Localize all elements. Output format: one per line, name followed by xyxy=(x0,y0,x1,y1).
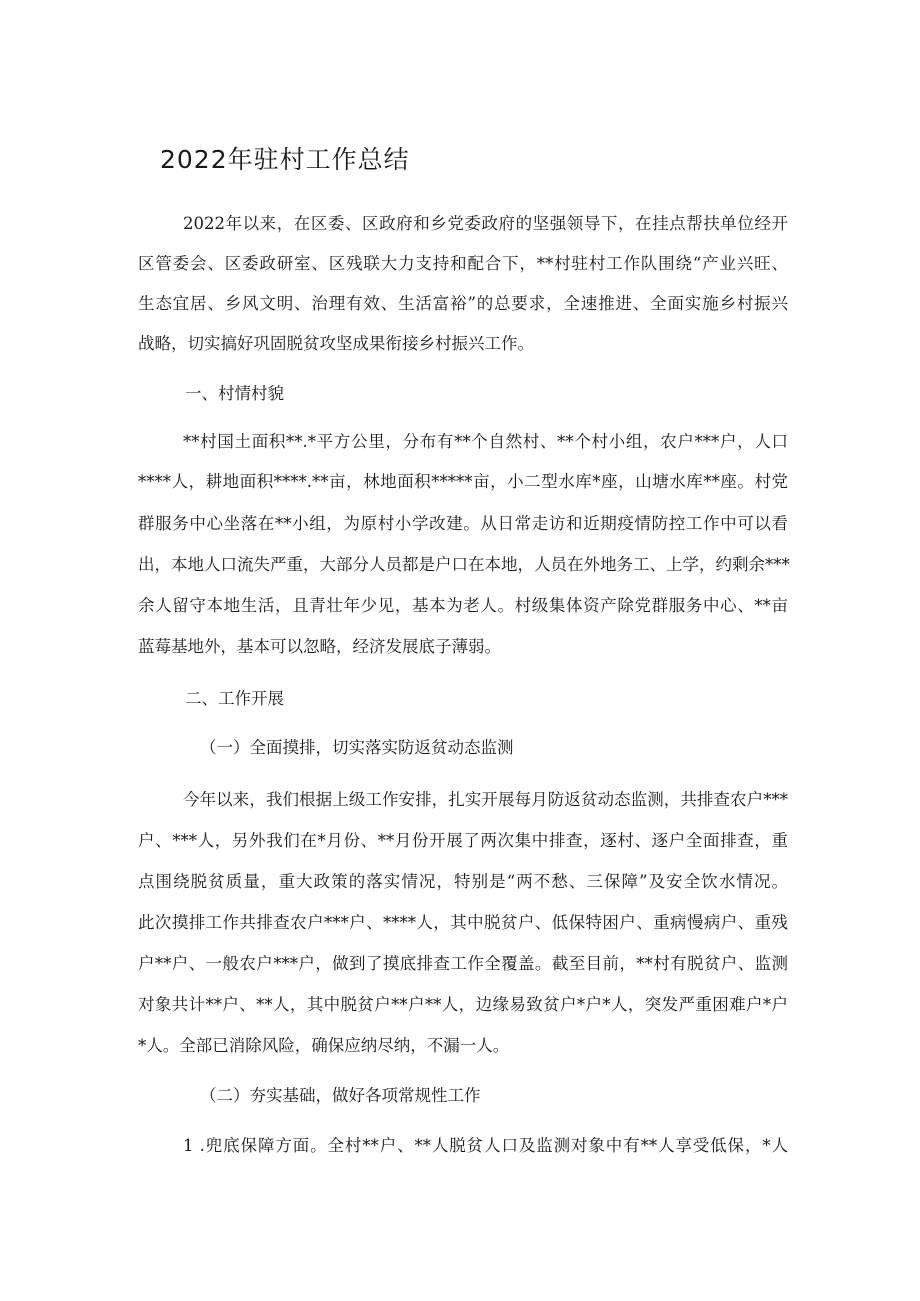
intro-line: 生态宜居、乡风文明、治理有效、生活富裕”的总要求，全速推进、全面实施乡村振兴 xyxy=(138,294,788,313)
paragraph-line: *人。全部已消除风险，确保应纳尽纳，不漏一人。 xyxy=(138,1036,510,1055)
subsection-heading: （二）夯实基础，做好各项常规性工作 xyxy=(200,1086,481,1105)
paragraph-line: 点围绕脱贫质量，重大政策的落实情况，特别是“两不愁、三保障”及安全饮水情况。 xyxy=(138,872,788,891)
section-heading: 二、工作开展 xyxy=(185,689,284,708)
paragraph-line: 群服务中心坐落在**小组，为原村小学改建。从日常走访和近期疫情防控工作中可以看 xyxy=(138,514,788,533)
intro-line: 区管委会、区委政研室、区残联大力支持和配合下，**村驻村工作队围绕“产业兴旺、 xyxy=(138,254,788,273)
intro-line: 战略，切实搞好巩固脱贫攻坚成果衔接乡村振兴工作。 xyxy=(138,334,534,353)
intro-line: 2022年以来，在区委、区政府和乡党委政府的坚强领导下，在挂点帮扶单位经开 xyxy=(183,214,788,233)
paragraph-line: 今年以来，我们根据上级工作安排，扎实开展每月防返贫动态监测，共排查农户*** xyxy=(183,790,788,809)
paragraph-line: 对象共计**户、**人，其中脱贫户**户**人，边缘易致贫户*户*人，突发严重困难户*户 xyxy=(138,995,788,1014)
paragraph-line: 出，本地人口流失严重，大部分人员都是户口在本地，人员在外地务工、上学，约剩余*** xyxy=(138,555,790,574)
paragraph-line: 蓝莓基地外，基本可以忽略，经济发展底子薄弱。 xyxy=(138,637,501,656)
paragraph-line: **村国土面积**.*平方公里，分布有**个自然村、**个村小组，农户***户，人口 xyxy=(183,432,788,451)
paragraph-line: 1 .兜底保障方面。全村**户、**人脱贫人口及监测对象中有**人享受低保，*人 xyxy=(183,1136,788,1155)
section-heading: 一、村情村貌 xyxy=(185,384,284,403)
document-title: 2022年驻村工作总结 xyxy=(160,145,410,174)
paragraph-line: 户、***人，另外我们在*月份、**月份开展了两次集中排查，逐村、逐户全面排查，重 xyxy=(138,831,788,850)
subsection-heading: （一）全面摸排，切实落实防返贫动态监测 xyxy=(200,738,514,757)
paragraph-line: 余人留守本地生活，且青壮年少见，基本为老人。村级集体资产除党群服务中心、**亩 xyxy=(138,596,788,615)
paragraph-line: ****人，耕地面积****.**亩，林地面积*****亩，小二型水库*座，山塘水库**座。村党 xyxy=(138,472,788,491)
paragraph-line: 此次摸排工作共排查农户***户、****人，其中脱贫户、低保特困户、重病慢病户、重残 xyxy=(138,913,788,932)
paragraph-line: 户**户、一般农户***户，做到了摸底排查工作全覆盖。截至目前，**村有脱贫户、监测 xyxy=(138,954,788,973)
